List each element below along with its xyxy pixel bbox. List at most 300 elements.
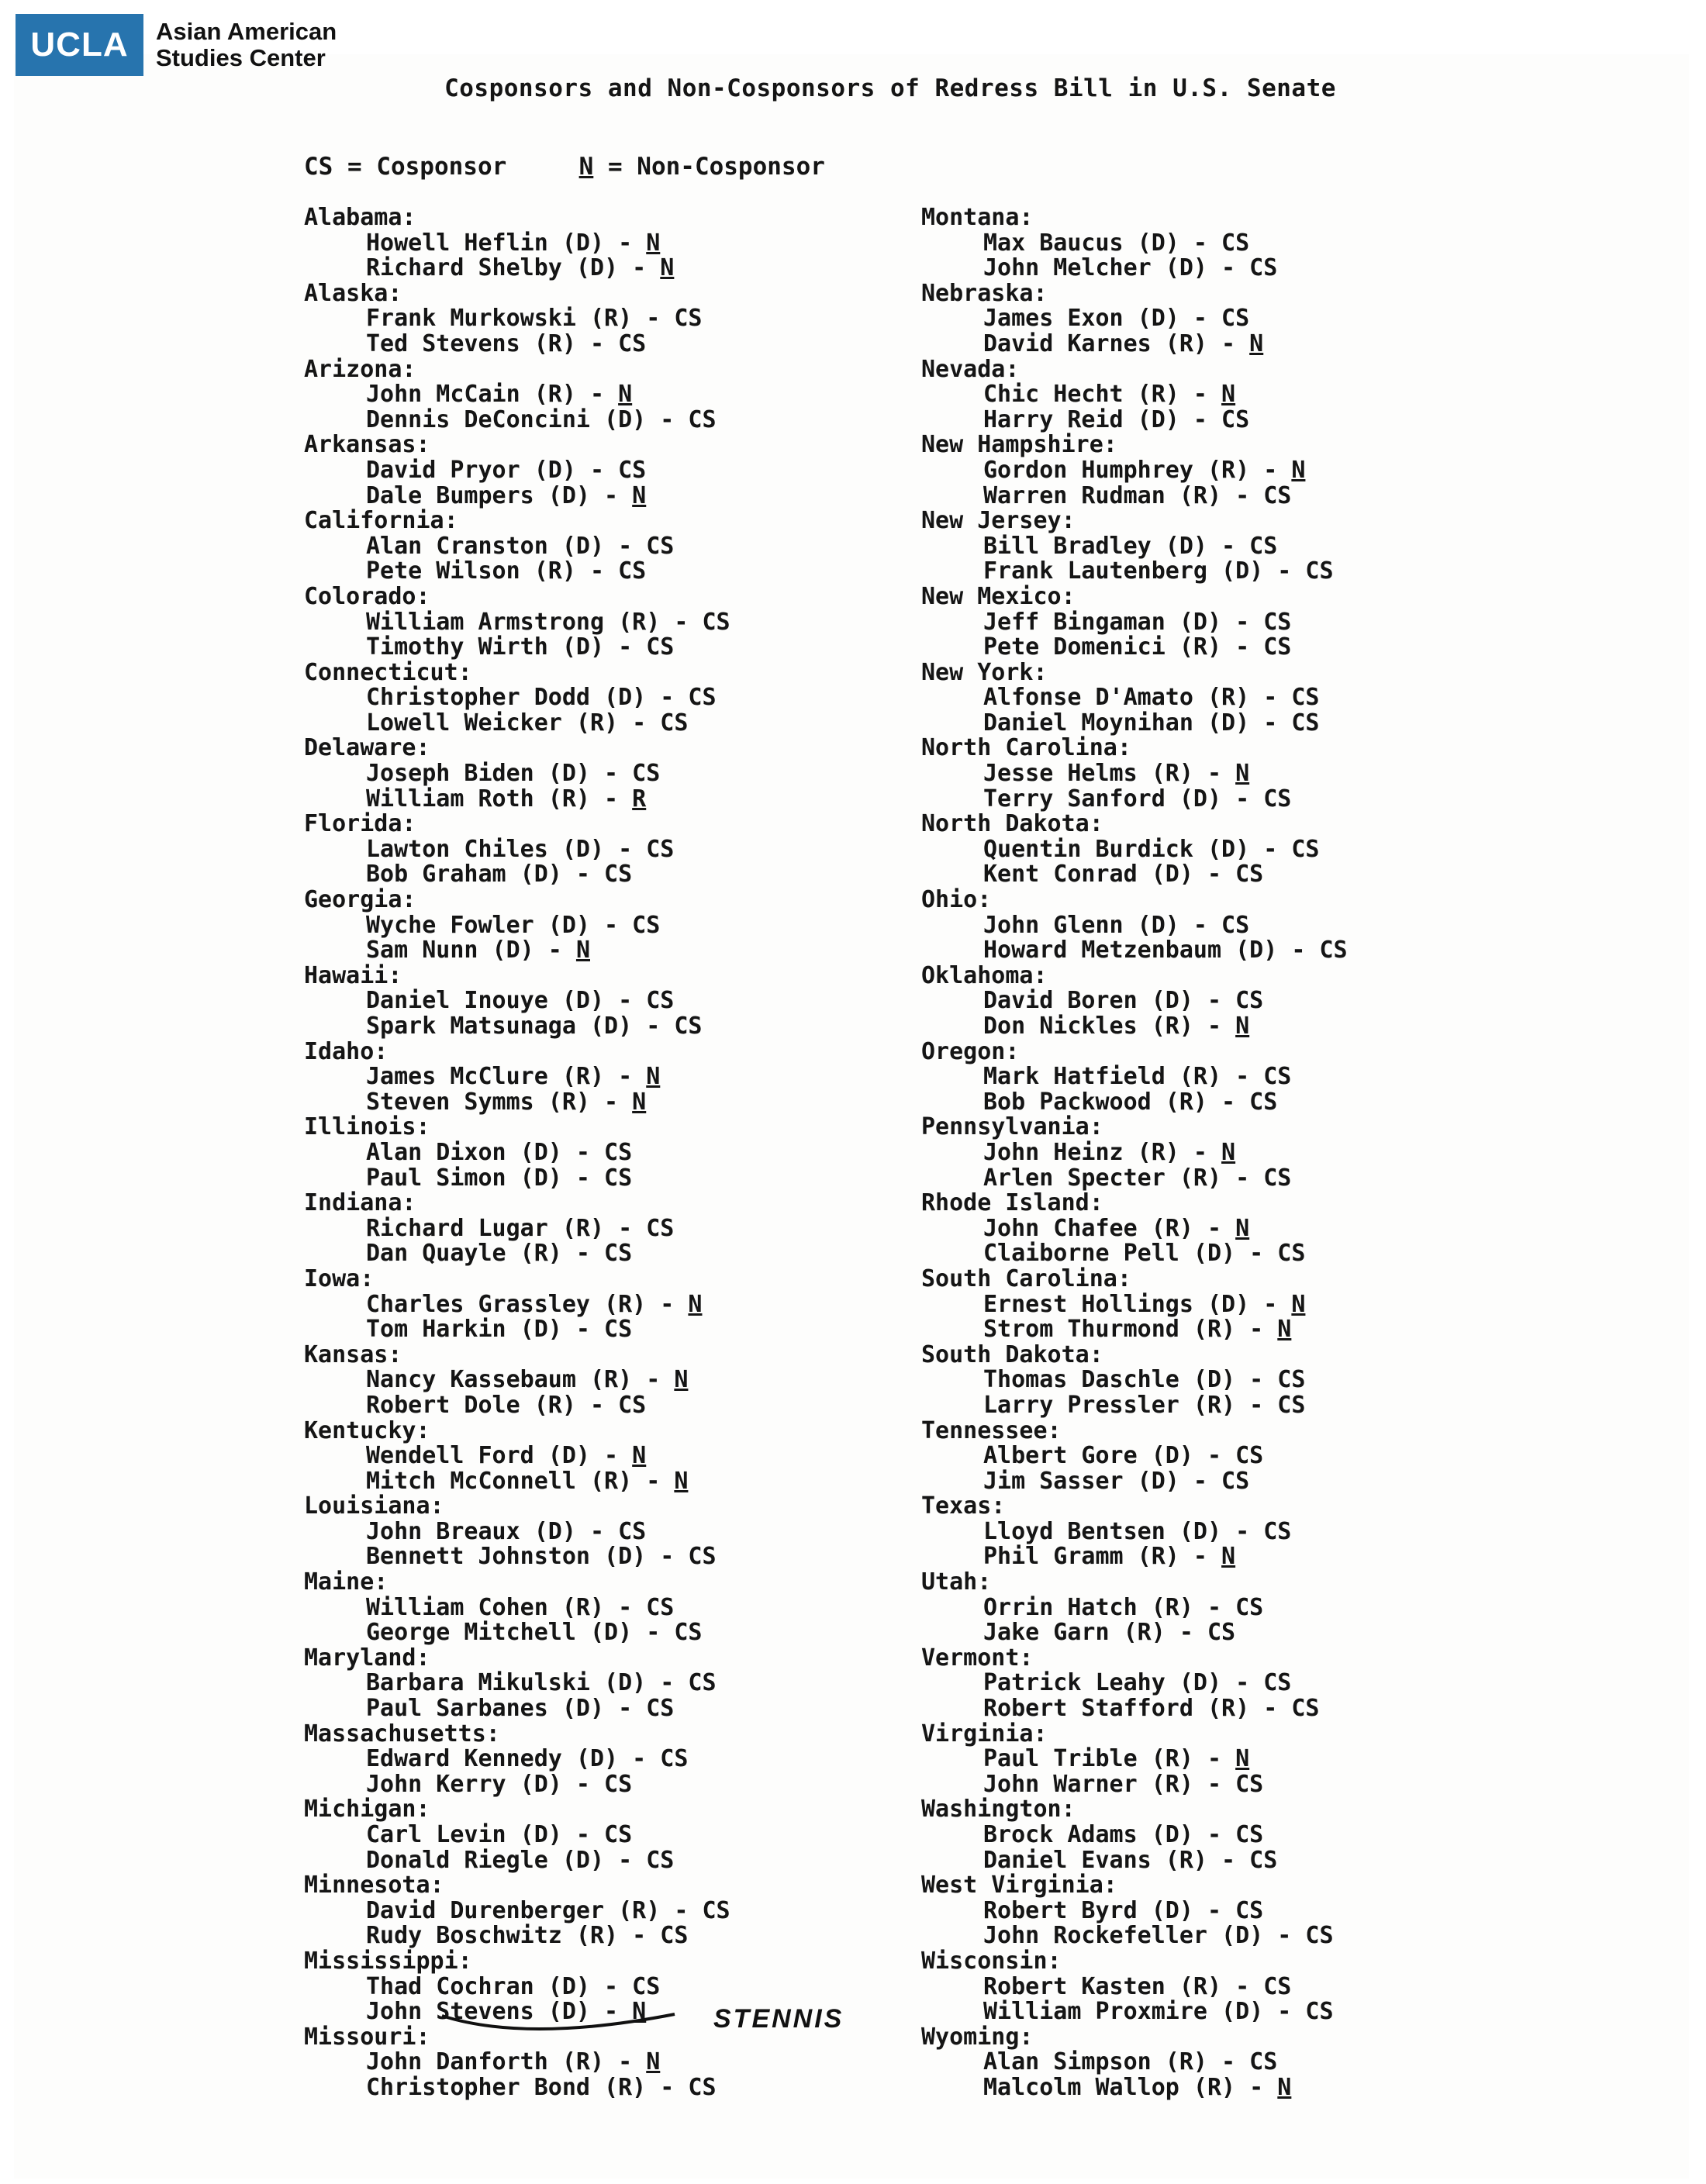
sponsor-status: CS [646, 1846, 675, 1874]
sponsor-status: CS [1277, 1366, 1306, 1394]
sponsor-status: CS [646, 835, 675, 863]
senator-row [921, 256, 1635, 281]
sponsor-status: CS [618, 456, 647, 484]
sponsor-status: CS [674, 305, 703, 333]
state-heading: Wyoming: [921, 2023, 1034, 2051]
senator-row [304, 1593, 1017, 1621]
senator-name: William Proxmire (D) - [983, 1998, 1306, 2026]
legend-non-cosponsor: = Non-Cosponsor [593, 153, 825, 181]
sponsor-status: CS [1263, 1063, 1292, 1091]
sponsor-status: CS [674, 1013, 703, 1040]
senator-name: John Kerry (D) - [366, 1770, 605, 1798]
senator-name: John Melcher (D) - [983, 254, 1250, 282]
senator-name: Phil Gramm (R) - [983, 1543, 1222, 1571]
senator-name: Daniel Inouye (D) - [366, 987, 647, 1015]
sponsor-status: N [660, 254, 675, 282]
sponsor-status: N [646, 2048, 661, 2076]
senator-name: Brock Adams (D) - [983, 1821, 1236, 1848]
sponsor-status: CS [1305, 1998, 1334, 2026]
senator-row [304, 1924, 1017, 1949]
senator-row [921, 1064, 1635, 1090]
senator-name: Arlen Specter (R) - [983, 1164, 1264, 1192]
sponsor-status: N [674, 1467, 689, 1495]
sponsor-status: CS [1291, 709, 1320, 737]
senator-name: Daniel Moynihan (D) - [983, 709, 1292, 737]
sponsor-status: N [646, 229, 661, 257]
senator-row [921, 405, 1635, 433]
sponsor-status: CS [702, 608, 730, 636]
sponsor-status: N [1235, 1745, 1250, 1773]
sponsor-status: CS [1277, 1240, 1306, 1268]
sponsor-status: N [1235, 1214, 1250, 1242]
sponsor-status: CS [1249, 532, 1278, 560]
senator-row [304, 1696, 1017, 1722]
state-heading: Maine: [304, 1568, 389, 1596]
senator-row [304, 711, 1017, 737]
right-column [921, 205, 1635, 2101]
senator-row [304, 458, 1017, 484]
senator-row [304, 1972, 1017, 2000]
senator-row [921, 534, 1635, 560]
senator-row [921, 1393, 1635, 1419]
state-heading: Wisconsin: [921, 1947, 1062, 1975]
senator-name: Albert Gore (D) - [983, 1442, 1236, 1470]
sponsor-status: CS [1235, 1896, 1264, 1924]
sponsor-status: CS [1305, 557, 1334, 585]
sponsor-status: CS [646, 1214, 675, 1242]
senator-row [921, 1241, 1635, 1267]
senator-row [921, 1368, 1635, 1393]
sponsor-status: CS [1221, 305, 1250, 333]
senator-row [921, 1620, 1635, 1646]
senator-name: Thomas Daschle (D) - [983, 1366, 1278, 1394]
sponsor-status: N [1277, 1316, 1292, 1344]
sponsor-status: CS [646, 1593, 675, 1621]
senator-row [304, 862, 1017, 888]
senator-row [304, 256, 1017, 281]
sponsor-status: CS [688, 2073, 717, 2101]
senator-row [921, 2050, 1635, 2075]
senator-row [921, 2075, 1635, 2101]
state-heading: Idaho: [304, 1037, 389, 1065]
state-heading: North Carolina: [921, 734, 1131, 762]
state-heading: South Carolina: [921, 1265, 1131, 1292]
sponsor-status: CS [1263, 1517, 1292, 1545]
state-heading: Louisiana: [304, 1492, 444, 1520]
senator-row [921, 1517, 1635, 1545]
sponsor-status: CS [604, 1821, 633, 1848]
sponsor-status: CS [1221, 1467, 1250, 1495]
sponsor-status: R [632, 785, 647, 813]
state-heading: Georgia: [304, 886, 416, 914]
sponsor-status: CS [632, 1972, 661, 2000]
senator-name: John Breaux (D) - [366, 1517, 619, 1545]
senator-row [921, 559, 1635, 585]
senator-row [921, 1972, 1635, 2000]
sponsor-status: CS [1249, 1088, 1278, 1116]
sponsor-status: CS [1249, 1846, 1278, 1874]
state-heading: Oklahoma: [921, 961, 1048, 989]
sponsor-status: CS [660, 1922, 689, 1950]
state-heading: Alabama: [304, 204, 416, 231]
senator-name: Nancy Kassebaum (R) - [366, 1366, 675, 1394]
senator-name: David Durenberger (R) - [366, 1896, 703, 1924]
senator-row [304, 1292, 1017, 1318]
senator-name: Paul Simon (D) - [366, 1164, 605, 1192]
senator-row [921, 1469, 1635, 1495]
sponsor-status: CS [646, 532, 675, 560]
senator-name: Carl Levin (D) - [366, 1821, 605, 1848]
senator-row [921, 1848, 1635, 1874]
state-heading: Colorado: [304, 582, 430, 610]
sponsor-status: CS [1235, 1593, 1264, 1621]
sponsor-status: N [575, 937, 590, 964]
senator-name: Warren Rudman (R) - [983, 481, 1264, 509]
sponsor-status: CS [632, 911, 661, 939]
sponsor-status: N [632, 1998, 647, 2026]
senator-name: Bill Bradley (D) - [983, 532, 1250, 560]
senator-name: Robert Kasten (R) - [983, 1972, 1264, 2000]
senator-row [304, 1848, 1017, 1874]
senator-name: John Danforth (R) - [366, 2048, 647, 2076]
senator-row [304, 1014, 1017, 1040]
senator-name: Howard Metzenbaum (D) - [983, 937, 1320, 964]
sponsor-status: N [632, 1088, 647, 1116]
sponsor-status: CS [1235, 1770, 1264, 1798]
senator-name: Ernest Hollings (D) - [983, 1290, 1292, 1318]
sponsor-status: CS [632, 760, 661, 788]
senator-name: David Karnes (R) - [983, 329, 1250, 357]
senator-row [921, 231, 1635, 257]
senator-row [921, 1544, 1635, 1570]
senator-row [921, 458, 1635, 484]
state-heading: Mississippi: [304, 1947, 472, 1975]
senator-row [921, 1166, 1635, 1192]
state-heading: Nebraska: [921, 279, 1048, 307]
senator-name: Chic Hecht (R) - [983, 381, 1222, 409]
senator-name: Robert Stafford (R) - [983, 1695, 1292, 1723]
senator-name: Larry Pressler (R) - [983, 1391, 1278, 1419]
sponsor-status: CS [1263, 1972, 1292, 2000]
senator-name: Dennis DeConcini (D) - [366, 405, 689, 433]
handwritten-underline-mark [434, 2000, 713, 2047]
senator-name: John Rockefeller (D) - [983, 1922, 1306, 1950]
senator-row [921, 938, 1635, 964]
senator-name: Wendell Ford (D) - [366, 1442, 633, 1470]
senator-name: Pete Domenici (R) - [983, 633, 1264, 661]
sponsor-status: CS [1221, 405, 1250, 433]
state-heading: Virginia: [921, 1720, 1048, 1748]
state-heading: Florida: [304, 810, 416, 838]
sponsor-status: CS [646, 987, 675, 1015]
state-heading: Massachusetts: [304, 1720, 500, 1748]
senator-name: George Mitchell (D) - [366, 1619, 675, 1647]
senator-row [921, 1696, 1635, 1722]
senator-name: Christopher Bond (R) - [366, 2073, 689, 2101]
senator-row [304, 1469, 1017, 1495]
senator-row [304, 559, 1017, 585]
sponsor-status: CS [660, 709, 689, 737]
senator-name: Gordon Humphrey (R) - [983, 456, 1292, 484]
senator-row [304, 1241, 1017, 1267]
sponsor-status: CS [1249, 254, 1278, 282]
senator-row [304, 2050, 1017, 2075]
senator-name: Lloyd Bentsen (D) - [983, 1517, 1264, 1545]
senator-row [304, 1620, 1017, 1646]
senator-name: Paul Trible (R) - [983, 1745, 1236, 1773]
logo-text [156, 19, 337, 71]
senator-name: Dan Quayle (R) - [366, 1240, 605, 1268]
senator-name: William Armstrong (R) - [366, 608, 703, 636]
sponsor-status: N [632, 481, 647, 509]
senator-row [921, 837, 1635, 863]
senator-row [304, 231, 1017, 257]
senator-name: Alfonse D'Amato (R) - [983, 684, 1292, 712]
senator-name: Timothy Wirth (D) - [366, 633, 647, 661]
senator-name: Alan Cranston (D) - [366, 532, 647, 560]
senator-row [304, 1896, 1017, 1924]
senator-name: Robert Byrd (D) - [983, 1896, 1236, 1924]
senator-name: James McClure (R) - [366, 1063, 647, 1091]
sponsor-status: CS [604, 861, 633, 888]
senator-name: James Exon (D) - [983, 305, 1222, 333]
senator-name: Thad Cochran (D) - [366, 1972, 633, 2000]
senator-row [921, 1216, 1635, 1242]
senator-name: Paul Sarbanes (D) - [366, 1695, 647, 1723]
state-heading: Kentucky: [304, 1416, 430, 1444]
senator-name: Lawton Chiles (D) - [366, 835, 647, 863]
senator-row [304, 787, 1017, 813]
state-heading: Ohio: [921, 886, 992, 914]
senator-name: John McCain (R) - [366, 381, 619, 409]
senator-row [304, 329, 1017, 357]
state-heading: Alaska: [304, 279, 402, 307]
senator-row [304, 1747, 1017, 1772]
sponsor-status: CS [618, 1391, 647, 1419]
senator-row [921, 1896, 1635, 1924]
sponsor-status: CS [1221, 229, 1250, 257]
senator-row [304, 1444, 1017, 1469]
state-heading: Oregon: [921, 1037, 1020, 1065]
state-heading: Delaware: [304, 734, 430, 762]
legend-n-mark: N [578, 153, 594, 181]
senator-name: Patrick Leahy (D) - [983, 1669, 1264, 1697]
senator-row [304, 1671, 1017, 1696]
senator-row [304, 635, 1017, 661]
senator-name: Christopher Dodd (D) - [366, 684, 689, 712]
state-heading: Maryland: [304, 1644, 430, 1672]
senator-row [304, 1823, 1017, 1848]
logo-line-1: Asian American [156, 18, 337, 45]
senator-row [921, 988, 1635, 1014]
senator-name: Charles Grassley (R) - [366, 1290, 689, 1318]
state-heading: Vermont: [921, 1644, 1034, 1672]
state-heading: Connecticut: [304, 658, 472, 686]
senator-row [921, 711, 1635, 737]
senator-name: Jake Garn (R) - [983, 1619, 1207, 1647]
senator-name: Bennett Johnston (D) - [366, 1543, 689, 1571]
senator-name: Frank Lautenberg (D) - [983, 557, 1306, 585]
senator-row [921, 1317, 1635, 1343]
senator-name: Max Baucus (D) - [983, 229, 1222, 257]
senator-name: Mark Hatfield (R) - [983, 1063, 1264, 1091]
sponsor-status: N [618, 381, 633, 409]
sponsor-status: CS [688, 1543, 717, 1571]
sponsor-status: CS [604, 1240, 633, 1268]
senator-name: Strom Thurmond (R) - [983, 1316, 1278, 1344]
senator-name: Quentin Burdick (D) - [983, 835, 1292, 863]
state-heading: New Mexico: [921, 582, 1076, 610]
senator-name: Lowell Weicker (R) - [366, 709, 661, 737]
sponsor-status: CS [1235, 861, 1264, 888]
senator-row [921, 913, 1635, 939]
sponsor-status: CS [604, 1316, 633, 1344]
state-heading: Minnesota: [304, 1872, 444, 1899]
sponsor-status: CS [1207, 1619, 1236, 1647]
senator-row [921, 1924, 1635, 1949]
legend-cosponsor: CS = Cosponsor [304, 153, 507, 181]
sponsor-status: CS [1235, 1442, 1264, 1470]
sponsor-status: N [674, 1366, 689, 1394]
sponsor-status: CS [1319, 937, 1348, 964]
sponsor-status: CS [688, 405, 717, 433]
senator-name: John Glenn (D) - [983, 911, 1222, 939]
sponsor-status: CS [604, 1138, 633, 1166]
document-title: Cosponsors and Non-Cosponsors of Redress Bill in U.S. Senate [444, 74, 1336, 102]
ucla-logo [16, 14, 337, 76]
sponsor-status: CS [1235, 1821, 1264, 1848]
sponsor-status: N [646, 1063, 661, 1091]
state-heading: New York: [921, 658, 1048, 686]
senator-name: Dale Bumpers (D) - [366, 481, 633, 509]
senator-row [304, 988, 1017, 1014]
senator-name: Orrin Hatch (R) - [983, 1593, 1236, 1621]
senator-row [921, 1999, 1635, 2025]
senator-row [921, 685, 1635, 711]
senator-row [921, 1671, 1635, 1696]
state-heading: Iowa: [304, 1265, 375, 1292]
state-heading: Kansas: [304, 1340, 402, 1368]
sponsor-status: CS [1305, 1922, 1334, 1950]
state-heading: Illinois: [304, 1113, 430, 1141]
senator-name: Howell Heflin (D) - [366, 229, 647, 257]
sponsor-status: CS [1263, 608, 1292, 636]
sponsor-status: N [632, 1442, 647, 1470]
sponsor-status: CS [702, 1896, 730, 1924]
state-heading: Montana: [921, 204, 1034, 231]
senator-row [304, 1544, 1017, 1570]
senator-row [304, 306, 1017, 332]
sponsor-status: CS [646, 1695, 675, 1723]
senator-name: Jesse Helms (R) - [983, 760, 1236, 788]
senator-row [304, 837, 1017, 863]
senator-row [304, 913, 1017, 939]
state-heading: Tennessee: [921, 1416, 1062, 1444]
sponsor-status: CS [618, 557, 647, 585]
senator-row [921, 1444, 1635, 1469]
state-heading: North Dakota: [921, 810, 1103, 838]
senator-row [304, 481, 1017, 509]
senator-name: Claiborne Pell (D) - [983, 1240, 1278, 1268]
sponsor-status: CS [1263, 785, 1292, 813]
senator-row [304, 1090, 1017, 1116]
handwritten-annotation: STENNIS [713, 2004, 844, 2034]
senator-name: Bob Graham (D) - [366, 861, 605, 888]
senator-name: Sam Nunn (D) - [366, 937, 576, 964]
senator-row [921, 862, 1635, 888]
senator-name: Tom Harkin (D) - [366, 1316, 605, 1344]
sponsor-status: CS [1277, 1391, 1306, 1419]
sponsor-status: CS [1249, 2048, 1278, 2076]
legend [304, 153, 825, 181]
senator-name: Joseph Biden (D) - [366, 760, 633, 788]
senator-row [921, 787, 1635, 813]
senator-row [921, 481, 1635, 509]
state-heading: Missouri: [304, 2023, 430, 2051]
logo-mark: UCLA [16, 14, 143, 76]
senator-row [304, 685, 1017, 711]
senator-row [921, 1772, 1635, 1798]
senator-name: Donald Riegle (D) - [366, 1846, 647, 1874]
senator-name: David Boren (D) - [983, 987, 1236, 1015]
sponsor-status: CS [1235, 987, 1264, 1015]
senator-name: Rudy Boschwitz (R) - [366, 1922, 661, 1950]
senator-row [921, 1823, 1635, 1848]
senator-name: Harry Reid (D) - [983, 405, 1222, 433]
state-heading: Indiana: [304, 1189, 416, 1217]
senator-name: Mitch McConnell (R) - [366, 1467, 675, 1495]
senator-name: Alan Dixon (D) - [366, 1138, 605, 1166]
sponsor-status: CS [1263, 1669, 1292, 1697]
senator-row [921, 1593, 1635, 1621]
senator-row [921, 1090, 1635, 1116]
state-heading: Michigan: [304, 1796, 430, 1823]
state-heading: West Virginia: [921, 1872, 1117, 1899]
senator-name: Robert Dole (R) - [366, 1391, 619, 1419]
senator-name: John Heinz (R) - [983, 1138, 1222, 1166]
sponsor-status: CS [646, 633, 675, 661]
state-heading: New Jersey: [921, 507, 1076, 535]
senator-name: David Pryor (D) - [366, 456, 619, 484]
state-heading: South Dakota: [921, 1340, 1103, 1368]
senator-row [921, 635, 1635, 661]
senator-name: Terry Sanford (D) - [983, 785, 1264, 813]
senator-row [304, 1140, 1017, 1166]
sponsor-status: CS [1291, 835, 1320, 863]
senator-row [304, 1772, 1017, 1798]
logo-line-2: Studies Center [156, 44, 326, 71]
sponsor-status: N [1221, 1138, 1236, 1166]
senator-row [304, 382, 1017, 408]
sponsor-status: CS [660, 1745, 689, 1773]
state-heading: Utah: [921, 1568, 992, 1596]
senator-name: Richard Shelby (D) - [366, 254, 661, 282]
state-heading: Nevada: [921, 355, 1020, 383]
senator-row [304, 1517, 1017, 1545]
senator-row [304, 1317, 1017, 1343]
senator-row [304, 938, 1017, 964]
senator-name: John Warner (R) - [983, 1770, 1236, 1798]
sponsor-status: CS [1291, 684, 1320, 712]
senator-name: Alan Simpson (R) - [983, 2048, 1250, 2076]
senator-row [921, 382, 1635, 408]
state-heading: Texas: [921, 1492, 1006, 1520]
senator-row [304, 1064, 1017, 1090]
state-heading: Arkansas: [304, 431, 430, 459]
senator-name: John Chafee (R) - [983, 1214, 1236, 1242]
senator-name: Ted Stevens (R) - [366, 329, 619, 357]
senator-row [921, 329, 1635, 357]
